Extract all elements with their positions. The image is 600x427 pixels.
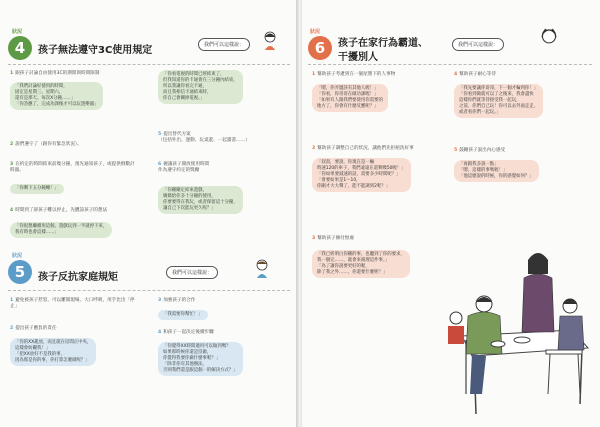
s6-item-3: 3 幫助孩子擁付無處 <box>312 236 354 241</box>
s6-item-2: 2 幫助孩子調整自己的狀況，讓他們先拒絕洗好事 <box>312 146 414 151</box>
divider <box>8 290 290 291</box>
s6-item-1: 1 幫助孩子考慮到在一個屋簷下的人事物 <box>312 72 396 77</box>
s5-bubble-1: 「你的XX亂放，而且就在房間正中央， 這樣會妨礙我！」 「把XX放好不是我的事， 因為那是你的事，你打算怎麼做呢？」 <box>10 338 96 366</box>
s6-item-5: 5 鼓勵孩子說出內心感受 <box>454 148 506 153</box>
s4-item-4: 4 時間到了卻孩子難以停止，先體諒孩子的想法 <box>10 208 108 213</box>
child-avatar-icon <box>538 26 560 52</box>
section-5-badge: 5 <box>8 260 32 284</box>
section-4-tag: 狀況 <box>12 29 23 35</box>
s6-item-4: 4 幫助孩子耐心等待 <box>454 72 496 77</box>
section-6-badge: 6 <box>308 36 332 60</box>
section-5-tag: 狀況 <box>12 253 23 259</box>
s4-bubble-5: 「你剛剛定結束遊戲， 媽媽給你多十分鐘的使用， 你要要得在我玩，或者保留這十分鐘， 讓自己下次能玩更久呢？」 <box>158 186 243 214</box>
section-6-title-line1: 孩子在家行為霸道、 <box>338 38 428 49</box>
section-4-badge: 4 <box>8 36 32 60</box>
s6-bubble-3: 「我已經明白你剛的事，也聽到了你的要求， 我一個完……，就會來處理這件事。」 「為了讓你說要更好的喔， 除了我之外……，你還要什麼呢？」 <box>312 250 410 278</box>
s4-bubble-2: 「你剩下五分鐘囉！」 <box>10 184 64 194</box>
s4-item-5: 5 提出替代方案 （包括外出、運動、玩桌遊、一起讀書……） <box>158 132 250 143</box>
s6-bubble-1: 「嗯，你弄邊該有其他人喔！」 「你看，你哥哥在做功課喔！」 「如果有人跟我們要使用你需要的 地方了，你會有什麼反應呢？」 <box>312 84 388 112</box>
s4-bubble-4: 「你看電視的時間已經結束了， 但我知道你的卡通會在三分鐘內結束， 所以我讓你看完卡通， 而且我相信卡通結束時， 你自己會關掉電視。」 <box>158 70 243 104</box>
s4-item-6: 6 握議孩子開放使用時間 作為遵守約定的獎勵 <box>158 162 210 173</box>
s5-item-3: 3 加強孩子的合作 <box>158 298 196 303</box>
section-5-speech: 我們可以這樣說： <box>166 266 218 279</box>
s6-bubble-4: 「我先要讓你哥哥，下一個才輪到你！」 「你看到做就可以了之後來，我會盡快 這樣你們就等待接受我一起玩， 之前，你們自己玩！你可以去外面走走， 或者看你們一起玩。」 <box>454 84 543 118</box>
section-6-title-line2: 干擾別人 <box>338 52 378 63</box>
s5-item-2: 2 提出孩子應負的責任 <box>10 326 57 331</box>
s4-item-1: 1 跟孩子討論自由使用3C的期間與時間限制 <box>10 71 100 76</box>
s6-bubble-2: 「叔叔，要說，你現在是一輛 時速120的車子，我們遠遠在還剩幾50喔！」 「你如果要減速的話，需要多少時間呢？」 「會要如果是1～10， 你剛才大大聲了，能不能調到2呢？」 <box>312 158 411 192</box>
s5-bubble-2: 「我需要你幫忙！」 <box>158 310 208 320</box>
s4-bubble-3: 「你很想繼續用這個，遊戲玩到一半就停下來， 我有時也會這樣……」 <box>10 222 112 238</box>
family-dinner-illustration <box>442 244 594 420</box>
s6-bubble-5: 「再跟我多說一點」 「嗯，這樣的事嗎喔！」 「他這麼說的時候，你的感覺如何？」 <box>454 160 539 182</box>
left-page <box>0 0 298 427</box>
section-4-speech: 我們可以這樣說： <box>198 38 250 51</box>
s4-item-3: 3 在約定的時間結束前幾分鐘，預先通知孩子，或提供倒數計時器。 <box>10 162 135 173</box>
divider <box>308 64 592 65</box>
section-4-title: 孩子無法遵守3C使用規定 <box>38 45 153 56</box>
s4-bubble-1: 「我們討論好使用的時間， 固定是星期三、星期六， 還有是那天、每次X分鐘……」 「你答應了，完成功課後才可以玩遊樂器」 <box>10 82 103 110</box>
s5-item-4: 4 和孩子一起決定後續步驟 <box>158 330 214 335</box>
girl-avatar-icon <box>262 30 278 50</box>
right-page <box>302 0 600 427</box>
section-6-speech: 我們可以這樣說： <box>452 38 504 51</box>
s5-bubble-3: 「你覺得XX時間適用可以做到嗎？ 如果那時候你還是沒做， 你覺得我要你做什麼事呢？」 「除非你有其他辦法， 否則我們還是跟這個一的解決方式？」 <box>158 342 243 376</box>
section-6-tag: 狀況 <box>310 29 321 35</box>
divider <box>8 64 290 65</box>
s4-item-2: 2 說們遵守了（跟你有緊急狀況）。 <box>10 142 82 147</box>
boy-avatar-icon <box>254 258 270 278</box>
s5-item-1: 1 避免被孩子惹怒，可以離開現場、大口呼吸，用手比出「停止」 <box>10 298 135 309</box>
section-5-title: 孩子反抗家庭規矩 <box>38 272 118 283</box>
